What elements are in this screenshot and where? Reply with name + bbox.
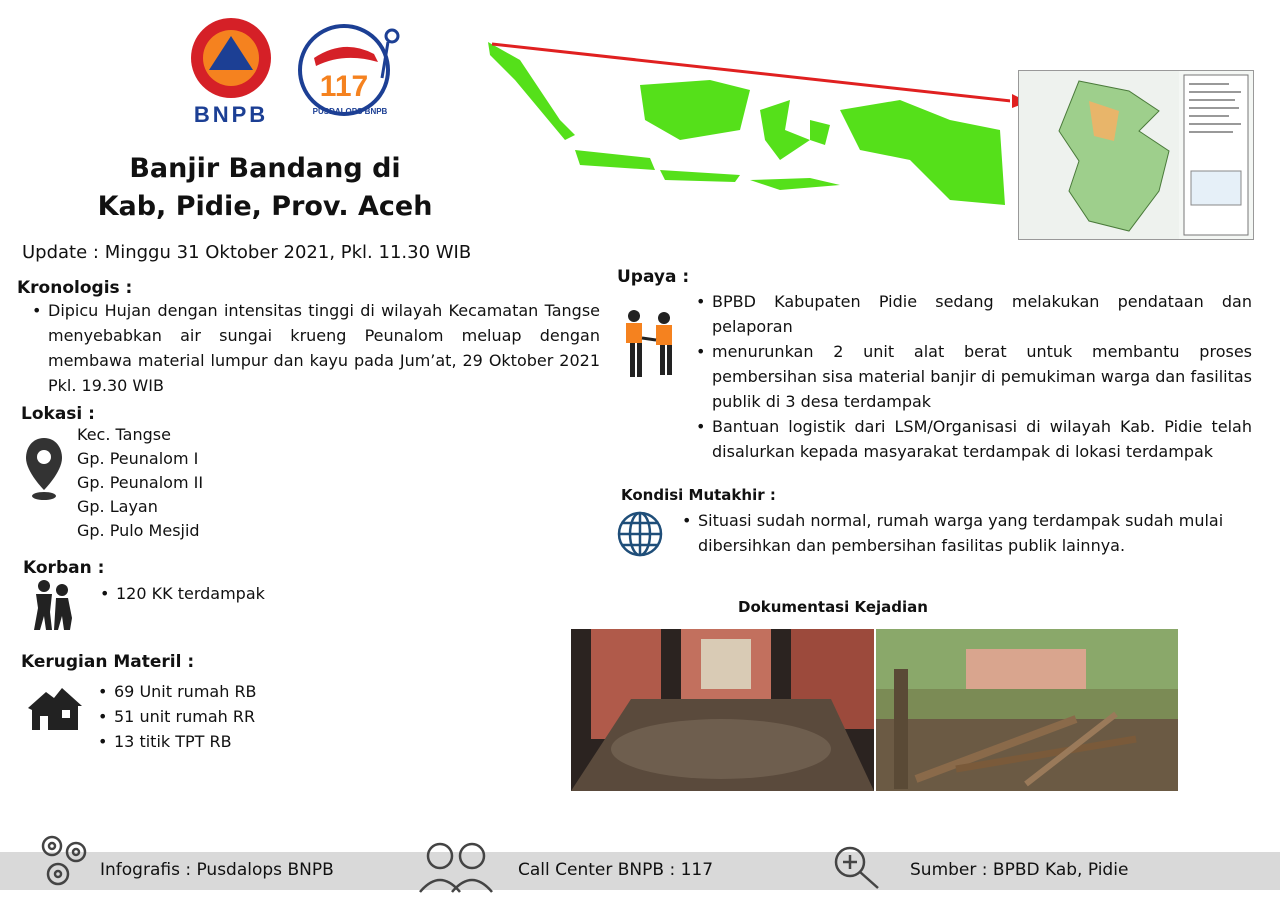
list-item: • 120 KK terdampak [96, 581, 265, 606]
list-item: • Bantuan logistik dari LSM/Organisasi di wilayah Kab. Pidie telah disalurkan kepada masyarakat terdampak di lokasi terdampak [692, 414, 1252, 464]
update-timestamp: Update : Minggu 31 Oktober 2021, Pkl. 11.30 WIB [22, 242, 472, 263]
kerugian-list [94, 679, 257, 754]
kronologis-heading: Kronologis : [17, 278, 133, 298]
list-item: Gp. Pulo Mesjid [77, 521, 200, 540]
kerugian-heading: Kerugian Materil : [21, 652, 195, 672]
svg-text:PUSDALOPS BNPB: PUSDALOPS BNPB [312, 107, 388, 116]
korban-heading: Korban : [23, 558, 105, 578]
list-item: Kec. Tangse [77, 425, 171, 444]
indonesia-map [480, 30, 1010, 210]
svg-text:117: 117 [319, 70, 369, 103]
call-center-people-icon [416, 838, 496, 898]
bnpb-logo [186, 18, 276, 128]
kondisi-list [678, 508, 1250, 558]
title-line-2: Kab, Pidie, Prov. Aceh [97, 191, 433, 222]
list-item: • 13 titik TPT RB [94, 729, 257, 754]
house-icon [26, 684, 84, 736]
location-pin-icon [24, 436, 64, 506]
footer-call-center: Call Center BNPB : 117 [518, 860, 714, 880]
gears-icon [36, 830, 92, 894]
list-item: • Dipicu Hujan dengan intensitas tinggi di wilayah Kecamatan Tangse menyebabkan air sungai krueng Peunalom meluap dengan membawa material lumpur dan kayu pada Jum’at, 29 Oktober 2021 Pkl. 19.30 WIB [28, 298, 600, 398]
svg-text:BNPB: BNPB [193, 102, 269, 127]
lokasi-list [77, 423, 203, 543]
upaya-list [692, 289, 1252, 464]
victims-icon [30, 578, 76, 634]
list-item: • BPBD Kabupaten Pidie sedang melakukan pendataan dan pelaporan [692, 289, 1252, 339]
footer-infografis: Infografis : Pusdalops BNPB [100, 860, 334, 880]
flood-interior-photo [571, 629, 874, 791]
kondisi-heading: Kondisi Mutakhir : [621, 486, 776, 504]
debris-outdoor-photo [876, 629, 1178, 791]
list-item: • 51 unit rumah RR [94, 704, 257, 729]
lokasi-heading: Lokasi : [21, 404, 95, 424]
title-line-1: Banjir Bandang di [129, 153, 401, 184]
list-item: • menurunkan 2 unit alat berat untuk membantu proses pembersihan sisa material banjir di pemukiman warga dan fasilitas publik di 3 desa terdampak [692, 339, 1252, 414]
list-item: Gp. Layan [77, 497, 158, 516]
list-item: Gp. Peunalom I [77, 449, 199, 468]
pusdalops-117-logo [294, 18, 414, 118]
list-item: • 69 Unit rumah RB [94, 679, 257, 704]
pidie-regency-map [1018, 70, 1254, 240]
list-item: • Situasi sudah normal, rumah warga yang terdampak sudah mulai dibersihkan dan pembersihan fasilitas publik lainnya. [678, 508, 1250, 558]
footer-sumber: Sumber : BPBD Kab, Pidie [910, 860, 1129, 880]
dokumentasi-heading: Dokumentasi Kejadian [738, 598, 928, 616]
list-item: Gp. Peunalom II [77, 473, 204, 492]
kronologis-list [28, 298, 600, 398]
magnifier-icon [832, 844, 882, 896]
rescue-workers-icon [618, 308, 680, 384]
korban-list [96, 581, 265, 606]
upaya-heading: Upaya : [617, 267, 690, 287]
page-title [60, 150, 470, 226]
globe-icon [616, 510, 664, 562]
